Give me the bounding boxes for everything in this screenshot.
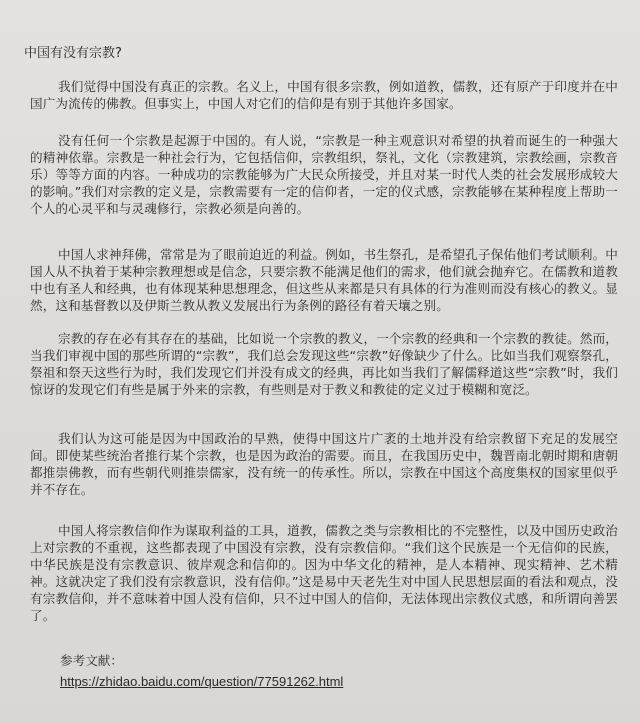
paragraph-4: 宗教的存在必有其存在的基础，比如说一个宗教的教义，一个宗教的经典和一个宗教的教徒。然而，当我们审视中国的那些所谓的“宗教”，我们总会发现这些“宗教”好像缺少了什么。比如当我们观察祭孔，祭祖和祭天这些行为时，我们发现它们并没有成文的经典，再比如当我们了解儒释道这些“宗教”时，我们惊讶的发现它们有些是属于外来的宗教，有些则是对于教义和教徒的定义过于模糊和宽泛。	[30, 331, 618, 397]
reference-link[interactable]: https://zhidao.baidu.com/question/77591262.html	[60, 674, 344, 689]
paragraph-2: 没有任何一个宗教是起源于中国的。有人说，“宗教是一种主观意识对希望的执着而诞生的一种强大的精神依靠。宗教是一种社会行为，它包括信仰，宗教组织，祭礼，文化（宗教建筑，宗教绘画，宗教音乐）等等方面的内容。一种成功的宗教能够为广大民众所接受，并且对某一时代人类的社会发展形成较大的影响。”我们对宗教的定义是，宗教需要有一定的信仰者，一定的仪式感，宗教能够在某种程度上帮助一个人的心灵平和与灵魂修行，宗教必须是向善的。	[30, 133, 618, 216]
paragraph-6: 中国人将宗教信仰作为谋取利益的工具，道教，儒教之类与宗教相比的不完整性，以及中国历史政治上对宗教的不重视，这些都表现了中国没有宗教，没有宗教信仰。“我们这个民族是一个无信仰的民族，中华民族是没有宗教意识、彼岸观念和信仰的。因为中华文化的精神，是人本精神、现实精神、艺术精神。这就决定了我们没有宗教意识，没有信仰。”这是易中天老先生对中国人民思想层面的看法和观点，没有宗教信仰，并不意味着中国人没有信仰，只不过中国人的信仰，无法体现出宗教仪式感，和所谓向善罢了。	[30, 523, 618, 623]
references-label: 参考文献：	[60, 653, 123, 668]
paragraph-5: 我们认为这可能是因为中国政治的早熟，使得中国这片广袤的土地并没有给宗教留下充足的发展空间。即使某些统治者推行某个宗教，也是因为政治的需要。而且，在我国历史中，魏晋南北朝时期和唐朝都推崇佛教，而有些朝代则推崇儒家，没有统一的传承性。所以，宗教在中国这个高度集权的国家里似乎并不存在。	[30, 431, 618, 497]
page-title: 中国有没有宗教?	[24, 46, 122, 61]
references-section	[60, 652, 343, 690]
paragraph-3: 中国人求神拜佛，常常是为了眼前迫近的利益。例如，书生祭孔，是希望孔子保佑他们考试顺利。中国人从不执着于某种宗教理想或是信念，只要宗教不能满足他们的需求，他们就会抛弃它。在儒教和道教中也有圣人和经典，也有体现某种思想理念，但这些从来都是只有具体的行为准则而没有核心的教义。显然，这和基督教以及伊斯兰教从教义发展出行为条例的路径有着天壤之别。	[30, 247, 618, 313]
paragraph-1: 我们觉得中国没有真正的宗教。名义上，中国有很多宗教，例如道教，儒教，还有原产于印度并在中国广为流传的佛教。但事实上，中国人对它们的信仰是有别于其他许多国家。	[30, 79, 618, 111]
